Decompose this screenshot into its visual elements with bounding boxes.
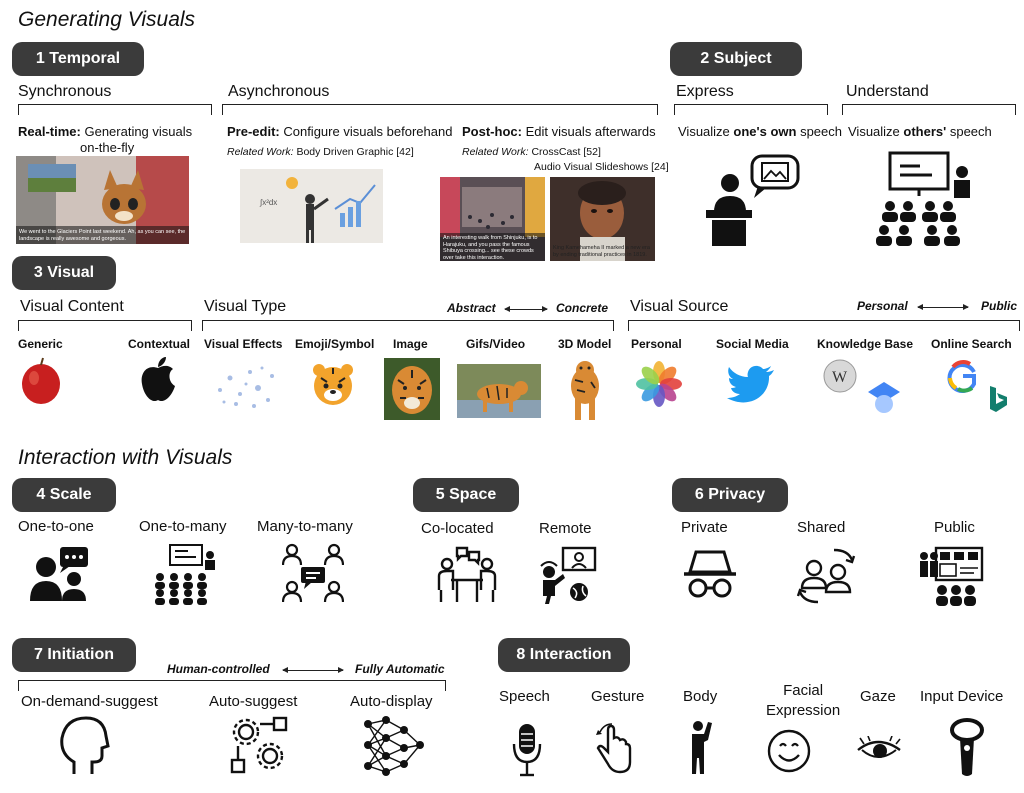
apple-logo-icon: [138, 356, 178, 404]
temporal-pill: 1 Temporal: [12, 42, 144, 76]
gesture-label: Gesture: [591, 688, 645, 705]
eye-gaze-icon: [856, 736, 902, 768]
speech-label: Speech: [499, 688, 550, 705]
many-to-many-label: Many-to-many: [257, 518, 353, 535]
human-controlled-label: Human-controlled: [167, 662, 270, 676]
red-apple-icon: [20, 356, 62, 406]
initiation-pill: 7 Initiation: [12, 638, 136, 672]
human-head-icon: [56, 716, 110, 776]
realtime-label: Real-time: Generating visuals: [18, 124, 193, 139]
visual-effects-label: Visual Effects: [204, 337, 283, 351]
audience-presenter-icon: [870, 150, 985, 250]
image-label: Image: [393, 337, 428, 351]
abstract-concrete-arrow: [505, 309, 547, 310]
abstract-label: Abstract: [447, 301, 496, 315]
understand-text: Visualize others' speech: [848, 124, 992, 139]
svg-text:W: W: [832, 369, 848, 386]
input-device-label: Input Device: [920, 688, 1004, 705]
public-axis-label: Public: [981, 299, 1018, 313]
incognito-icon: [682, 548, 738, 600]
personal-axis-label: Personal: [857, 299, 908, 313]
synchronous-bracket: [18, 104, 212, 115]
shared-users-icon: [796, 546, 858, 606]
search-engines-icon: [946, 358, 1010, 414]
crosscast-photo: [440, 177, 545, 261]
king-caption: King Kamehameha II marked a new era by ending traditional practices in 1819.: [553, 245, 650, 258]
preedit-photo: [240, 169, 383, 243]
contextual-label: Contextual: [128, 337, 191, 351]
visual-source-header: Visual Source: [630, 298, 729, 315]
knowledge-base-label: Knowledge Base: [817, 337, 914, 351]
express-bracket: [674, 104, 828, 115]
smiley-face-icon: [766, 728, 812, 774]
tiger-emoji-icon: [311, 362, 355, 406]
generic-label: Generic: [18, 337, 63, 351]
neural-network-icon: [362, 714, 426, 776]
auto-suggest-label: Auto-suggest: [209, 693, 298, 710]
visual-type-header: Visual Type: [204, 298, 287, 315]
microphone-icon: [512, 722, 542, 778]
posthoc-related: Related Work: CrossCast [52]: [462, 146, 601, 158]
auto-display-label: Auto-display: [350, 693, 433, 710]
gaze-label: Gaze: [860, 688, 896, 705]
posthoc-label: Post-hoc: Edit visuals afterwards: [462, 124, 656, 139]
online-search-label: Online Search: [931, 337, 1012, 351]
section-title-interaction: Interaction with Visuals: [18, 446, 233, 469]
tiger-3d-model-icon: [557, 358, 613, 424]
realtime-label-2: on-the-fly: [80, 140, 135, 155]
gif-tiger-icon: [457, 364, 541, 418]
one-to-many-icon: [152, 543, 220, 605]
visual-content-bracket: [18, 320, 192, 331]
facial-expression-label: [766, 681, 840, 721]
visual-effects-icon: [210, 360, 282, 412]
svg-text:∫x²dx: ∫x²dx: [260, 198, 278, 207]
posthoc-related-2: Audio Visual Slideshows [24]: [534, 161, 669, 173]
fully-automatic-label: Fully Automatic: [355, 662, 445, 676]
section-title-generating: Generating Visuals: [18, 8, 196, 31]
one-to-one-icon: [30, 545, 92, 603]
photos-app-icon: [635, 360, 683, 408]
public-display-icon: [918, 546, 984, 608]
emoji-label: Emoji/Symbol: [295, 337, 375, 351]
crosscast-caption: An interesting walk from Shinjuku, is to Harajuku, and you pass the famous Shibuya crossing... see these crowds over take this interaction.: [443, 235, 538, 261]
visual-content-header: Visual Content: [20, 298, 124, 315]
personal-public-arrow: [918, 307, 968, 308]
scale-pill: 4 Scale: [12, 478, 116, 512]
visual-pill: 3 Visual: [12, 256, 116, 290]
one-to-one-label: One-to-one: [18, 518, 94, 535]
tiger-image-icon: [384, 358, 440, 420]
social-media-label: Social Media: [716, 337, 789, 351]
understand-bracket: [842, 104, 1016, 115]
body-label: Body: [683, 688, 718, 705]
personal-label: Personal: [631, 337, 682, 351]
visual-type-bracket: [202, 320, 614, 331]
king-photo: [550, 177, 655, 261]
gifs-label: Gifs/Video: [466, 337, 526, 351]
private-label: Private: [681, 519, 728, 536]
vr-controller-icon: [950, 718, 984, 778]
preedit-related: Related Work: Body Driven Graphic [42]: [227, 146, 414, 158]
on-demand-suggest-label: On-demand-suggest: [21, 693, 158, 710]
facial-label-line2: Expression: [766, 702, 841, 719]
preedit-label: Pre-edit: Configure visuals beforehand: [227, 124, 453, 139]
realtime-caption: We went to the Glaciers Point last weekend. Ah, as you can see, the landscape is really awesome and gorgeous.: [19, 229, 186, 242]
many-to-many-icon: [282, 543, 344, 605]
gears-workflow-icon: [230, 716, 290, 776]
hand-gesture-icon: [594, 722, 634, 774]
concrete-label: Concrete: [556, 301, 609, 315]
co-located-label: Co-located: [421, 520, 494, 537]
twitter-bird-icon: [726, 364, 776, 404]
remote-icon: [537, 546, 599, 604]
co-located-icon: [435, 546, 499, 604]
express-header: Express: [676, 83, 734, 100]
realtime-photo: [16, 156, 189, 244]
facial-label-line1: Facial: [783, 682, 824, 699]
body-pose-icon: [686, 718, 716, 776]
human-automatic-arrow: [283, 670, 343, 671]
speaker-podium-icon: [700, 150, 810, 250]
asynchronous-header: Asynchronous: [228, 83, 330, 100]
express-text: Visualize one's own speech: [678, 124, 842, 139]
one-to-many-label: One-to-many: [139, 518, 227, 535]
preedit-photo-art: [240, 169, 383, 243]
model3d-label: 3D Model: [558, 337, 612, 351]
initiation-bracket: [18, 680, 446, 691]
knowledge-base-icon: [822, 358, 902, 416]
space-pill: 5 Space: [413, 478, 519, 512]
privacy-pill: 6 Privacy: [672, 478, 788, 512]
remote-label: Remote: [539, 520, 592, 537]
subject-pill: 2 Subject: [670, 42, 802, 76]
synchronous-header: Synchronous: [18, 83, 112, 100]
interaction-pill: 8 Interaction: [498, 638, 630, 672]
shared-label: Shared: [797, 519, 846, 536]
understand-header: Understand: [846, 83, 929, 100]
visual-source-bracket: [628, 320, 1020, 331]
asynchronous-bracket: [222, 104, 658, 115]
public-label: Public: [934, 519, 975, 536]
